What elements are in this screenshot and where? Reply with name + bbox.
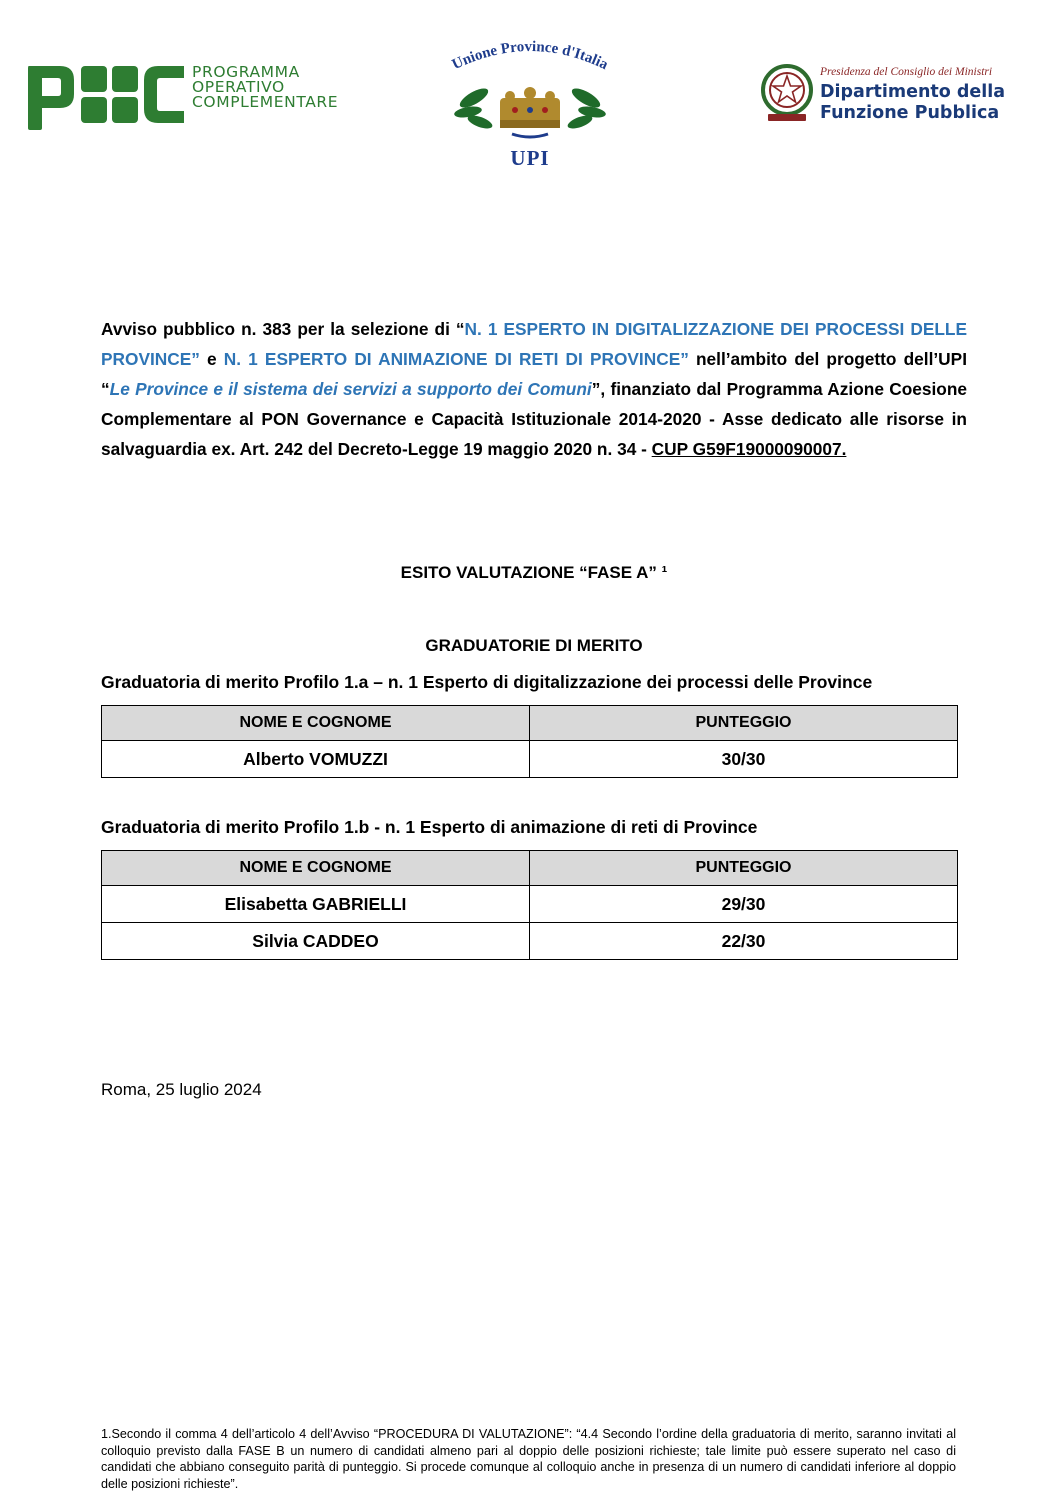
poc-line-3: COMPLEMENTARE: [192, 93, 339, 111]
dfp-logo: [760, 62, 1020, 132]
intro-text-2: e: [199, 349, 224, 369]
header-score: PUNTEGGIO: [530, 706, 958, 741]
upi-arc-text: Unione Province d'Italia: [449, 40, 611, 74]
candidate-score: 30/30: [530, 741, 958, 778]
candidate-name: Elisabetta GABRIELLI: [102, 886, 530, 923]
intro-project-title: Le Province e il sistema dei servizi a supporto dei Comuni: [109, 379, 592, 399]
upi-acronym: UPI: [510, 146, 550, 170]
intro-profile-2: N. 1 ESPERTO DI ANIMAZIONE DI RETI DI PROVINCE”: [223, 349, 689, 369]
italian-emblem-icon: [760, 62, 814, 124]
header-name: NOME E COGNOME: [102, 706, 530, 741]
document-date: Roma, 25 luglio 2024: [101, 1080, 262, 1099]
dfp-department-name: [820, 82, 1005, 124]
candidate-name: Silvia CADDEO: [102, 923, 530, 960]
poc-line-1: PROGRAMMA: [192, 63, 300, 81]
candidate-score: 29/30: [530, 886, 958, 923]
footnote: 1.Secondo il comma 4 dell’articolo 4 dell’Avviso “PROCEDURA DI VALUTAZIONE”: “4.4 Secondo l’ordine della graduatoria di merito, saranno invitati al colloquio previsto dalla FASE B un numero di candidati almeno pari al doppio delle posizioni richieste; tale limite può essere superato nel caso di candidati che abbiano conseguito parità di punteggio. Si procede comunque al colloquio anche in presenza di un numero di candidati inferiore al doppio delle posizioni richieste”.: [101, 1427, 956, 1491]
intro-text-1: Avviso pubblico n. 383 per la selezione di “: [101, 319, 465, 339]
intro-paragraph: [101, 314, 967, 464]
upi-emblem: [440, 40, 620, 145]
dfp-line-2: Funzione Pubblica: [820, 103, 1000, 123]
poc-logo-mark: [26, 62, 186, 132]
ranking-table-2: [101, 850, 958, 960]
header-name: NOME E COGNOME: [102, 851, 530, 886]
ranking-table-1: [101, 705, 958, 778]
table-row: [102, 886, 958, 923]
header-score: PUNTEGGIO: [530, 851, 958, 886]
poc-logo: [26, 62, 366, 132]
intro-text-4: ”, finanziato dal Programma Azione Coesione Complementare al PON Governance e Capacità Istituzionale 2014-2020 - Asse dedicato alle risorse in salvaguardia ex. Art. 242 del Decreto-Legge 19 maggio 2020 n. 34 -: [101, 379, 967, 459]
esito-title: ESITO VALUTAZIONE “FASE A” ¹: [400, 563, 668, 582]
svg-text:Unione Province d'Italia: [450, 40, 611, 73]
poc-line-2: OPERATIVO: [192, 78, 285, 96]
section-2-title: Graduatoria di merito Profilo 1.b - n. 1 Esperto di animazione di reti di Province: [101, 817, 758, 837]
intro-profile-1: N. 1 ESPERTO IN DIGITALIZZAZIONE DEI PROCESSI DELLE PROVINCE”: [101, 319, 967, 369]
upi-logo: [440, 40, 620, 175]
graduatorie-title: GRADUATORIE DI MERITO: [425, 636, 643, 655]
dfp-line-1: Dipartimento della: [820, 82, 1006, 102]
candidate-name: Alberto VOMUZZI: [102, 741, 530, 778]
section-1-title: Graduatoria di merito Profilo 1.a – n. 1 Esperto di digitalizzazione dei processi delle Province: [101, 672, 873, 692]
table-header-row: [102, 706, 958, 741]
table-header-row: [102, 851, 958, 886]
dfp-presidency: Presidenza del Consiglio dei Ministri: [820, 66, 993, 78]
poc-wordmark: [192, 65, 338, 110]
intro-cup-code: CUP G59F19000090007.: [651, 439, 847, 459]
table-row: [102, 923, 958, 960]
candidate-score: 22/30: [530, 923, 958, 960]
intro-text-3: nell’ambito del progetto dell’UPI “: [101, 349, 967, 399]
table-row: [102, 741, 958, 778]
